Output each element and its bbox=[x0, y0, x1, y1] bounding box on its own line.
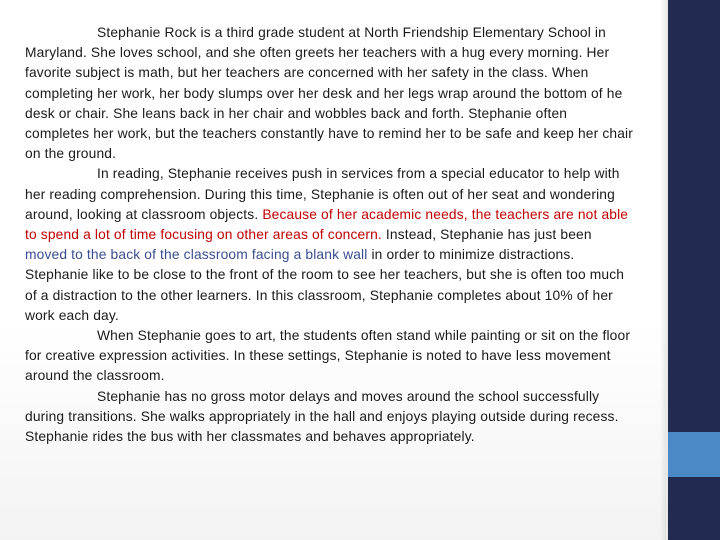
highlight-blank-wall: moved to the back of the classroom facing a blank wall bbox=[25, 247, 368, 263]
paragraph-1-text: Stephanie Rock is a third grade student at North Friendship Elementary School in Maryland. She loves school, and she often greets her teachers with a hug every morning. Her favorite subject is math, but her teachers are concerned with her safety in the class. When completing her work, her body slumps over her desk and her legs wrap around the bottom of he desk or chair. She leans back in her chair and wobbles back and forth. Stephanie often completes her work, but the teachers constantly have to remind her to be safe and keep her chair on the ground. bbox=[25, 25, 633, 162]
paragraph-2-text-b: Instead, Stephanie has just been bbox=[381, 227, 592, 243]
paragraph-2-text-c: in order to minimize distractions. Stephanie like to be close to the front of the room to see her teachers, but she is often too much of a distraction to the other learners. In this classroom, Stephanie completes about 10% of her work each day. bbox=[25, 247, 625, 323]
paragraph-2-text-a: In reading, Stephanie receives push in services from a special educator to help with her reading comprehension. During this time, Stephanie is often out of her seat and wondering around, looking at classroom objects. bbox=[25, 166, 620, 222]
paragraph-3-text: When Stephanie goes to art, the students often stand while painting or sit on the floor for creative expression activities. In these settings, Stephanie is noted to have less movement around the classroom. bbox=[25, 328, 631, 384]
highlight-academic-needs: Because of her academic needs, the teachers are not able to spend a lot of time focusing on other areas of concern. bbox=[25, 206, 629, 243]
paragraph-1 bbox=[25, 23, 635, 164]
sidebar-accent-block bbox=[668, 432, 720, 477]
paragraph-4-text: Stephanie has no gross motor delays and moves around the school successfully during transitions. She walks appropriately in the hall and enjoys playing outside during recess. Stephanie rides the bus with her classmates and behaves appropriately. bbox=[25, 388, 619, 445]
paragraph-3 bbox=[25, 326, 635, 387]
page-shadow bbox=[660, 0, 668, 540]
paragraph-4 bbox=[25, 387, 635, 448]
body-text bbox=[25, 23, 635, 447]
paragraph-2 bbox=[25, 164, 635, 326]
